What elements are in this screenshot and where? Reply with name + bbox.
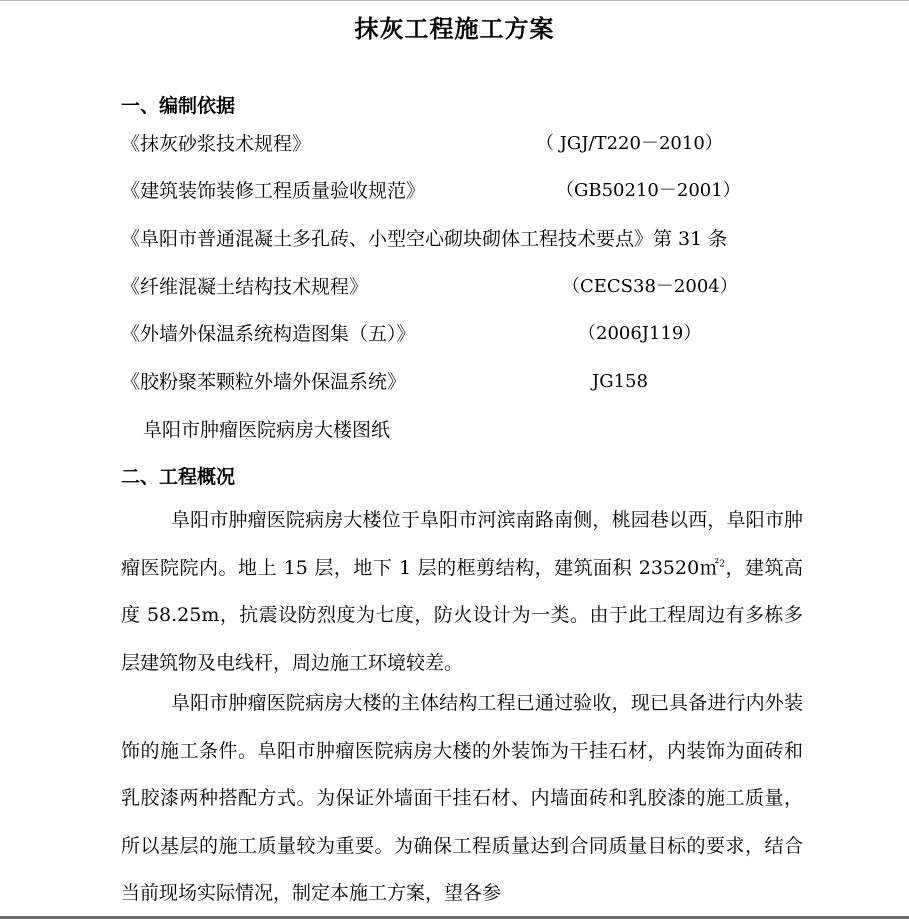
page-top-border: [0, 0, 909, 1]
document-title: 抹灰工程施工方案: [354, 15, 555, 43]
reference-name: 《阜阳市普通混凝土多孔砖、小型空心砌块砌体工程技术要点》第 31 条: [121, 228, 728, 250]
reference-name: 《抹灰砂浆技术规程》: [121, 133, 312, 155]
section-heading-basis: 一、编制依据: [121, 95, 236, 117]
reference-name: 《外墙外保温系统构造图集（五）》: [121, 323, 416, 345]
reference-code: （2006J119）: [578, 323, 702, 344]
overview-paragraph-1: [121, 497, 803, 687]
section-heading-overview: 二、工程概况: [121, 466, 236, 488]
reference-name: 《纤维混凝土结构技术规程》: [121, 276, 369, 298]
area-unit-superscript: 2: [719, 559, 725, 570]
reference-name: 《建筑装饰装修工程质量验收规范》: [121, 180, 426, 202]
reference-code: （ JGJ/T220－2010）: [536, 133, 723, 154]
reference-name: 《胶粉聚苯颗粒外墙外保温系统》: [121, 371, 407, 393]
overview-paragraph-1-text-cont: ，建筑高度 58.25m，抗震设防烈度为七度，防火设计为一类。由于此工程周边有多栋多层建筑物及电线杆，周边施工环境较差。: [121, 556, 803, 674]
reference-code: （GB50210－2001）: [556, 180, 741, 201]
reference-code: JG158: [592, 371, 648, 392]
reference-code: （CECS38－2004）: [562, 276, 738, 297]
overview-paragraph-1-text: 阜阳市肿瘤医院病房大楼位于阜阳市河滨南路南侧，桃园巷以西，阜阳市肿瘤医院院内。地上 15 层，地下 1 层的框剪结构，建筑面积 23520㎡: [121, 509, 803, 579]
drawing-reference: 阜阳市肿瘤医院病房大楼图纸: [143, 419, 391, 441]
overview-paragraph-2: 阜阳市肿瘤医院病房大楼的主体结构工程已通过验收，现已具备进行内外装饰的施工条件。阜阳市肿瘤医院病房大楼的外装饰为干挂石材，内装饰为面砖和乳胶漆两种搭配方式。为保证外墙面干挂石材、内墙面砖和乳胶漆的施工质量，所以基层的施工质量较为重要。为确保工程质量达到合同质量目标的要求，结合当前现场实际情况，制定本施工方案，望各参: [121, 692, 803, 905]
